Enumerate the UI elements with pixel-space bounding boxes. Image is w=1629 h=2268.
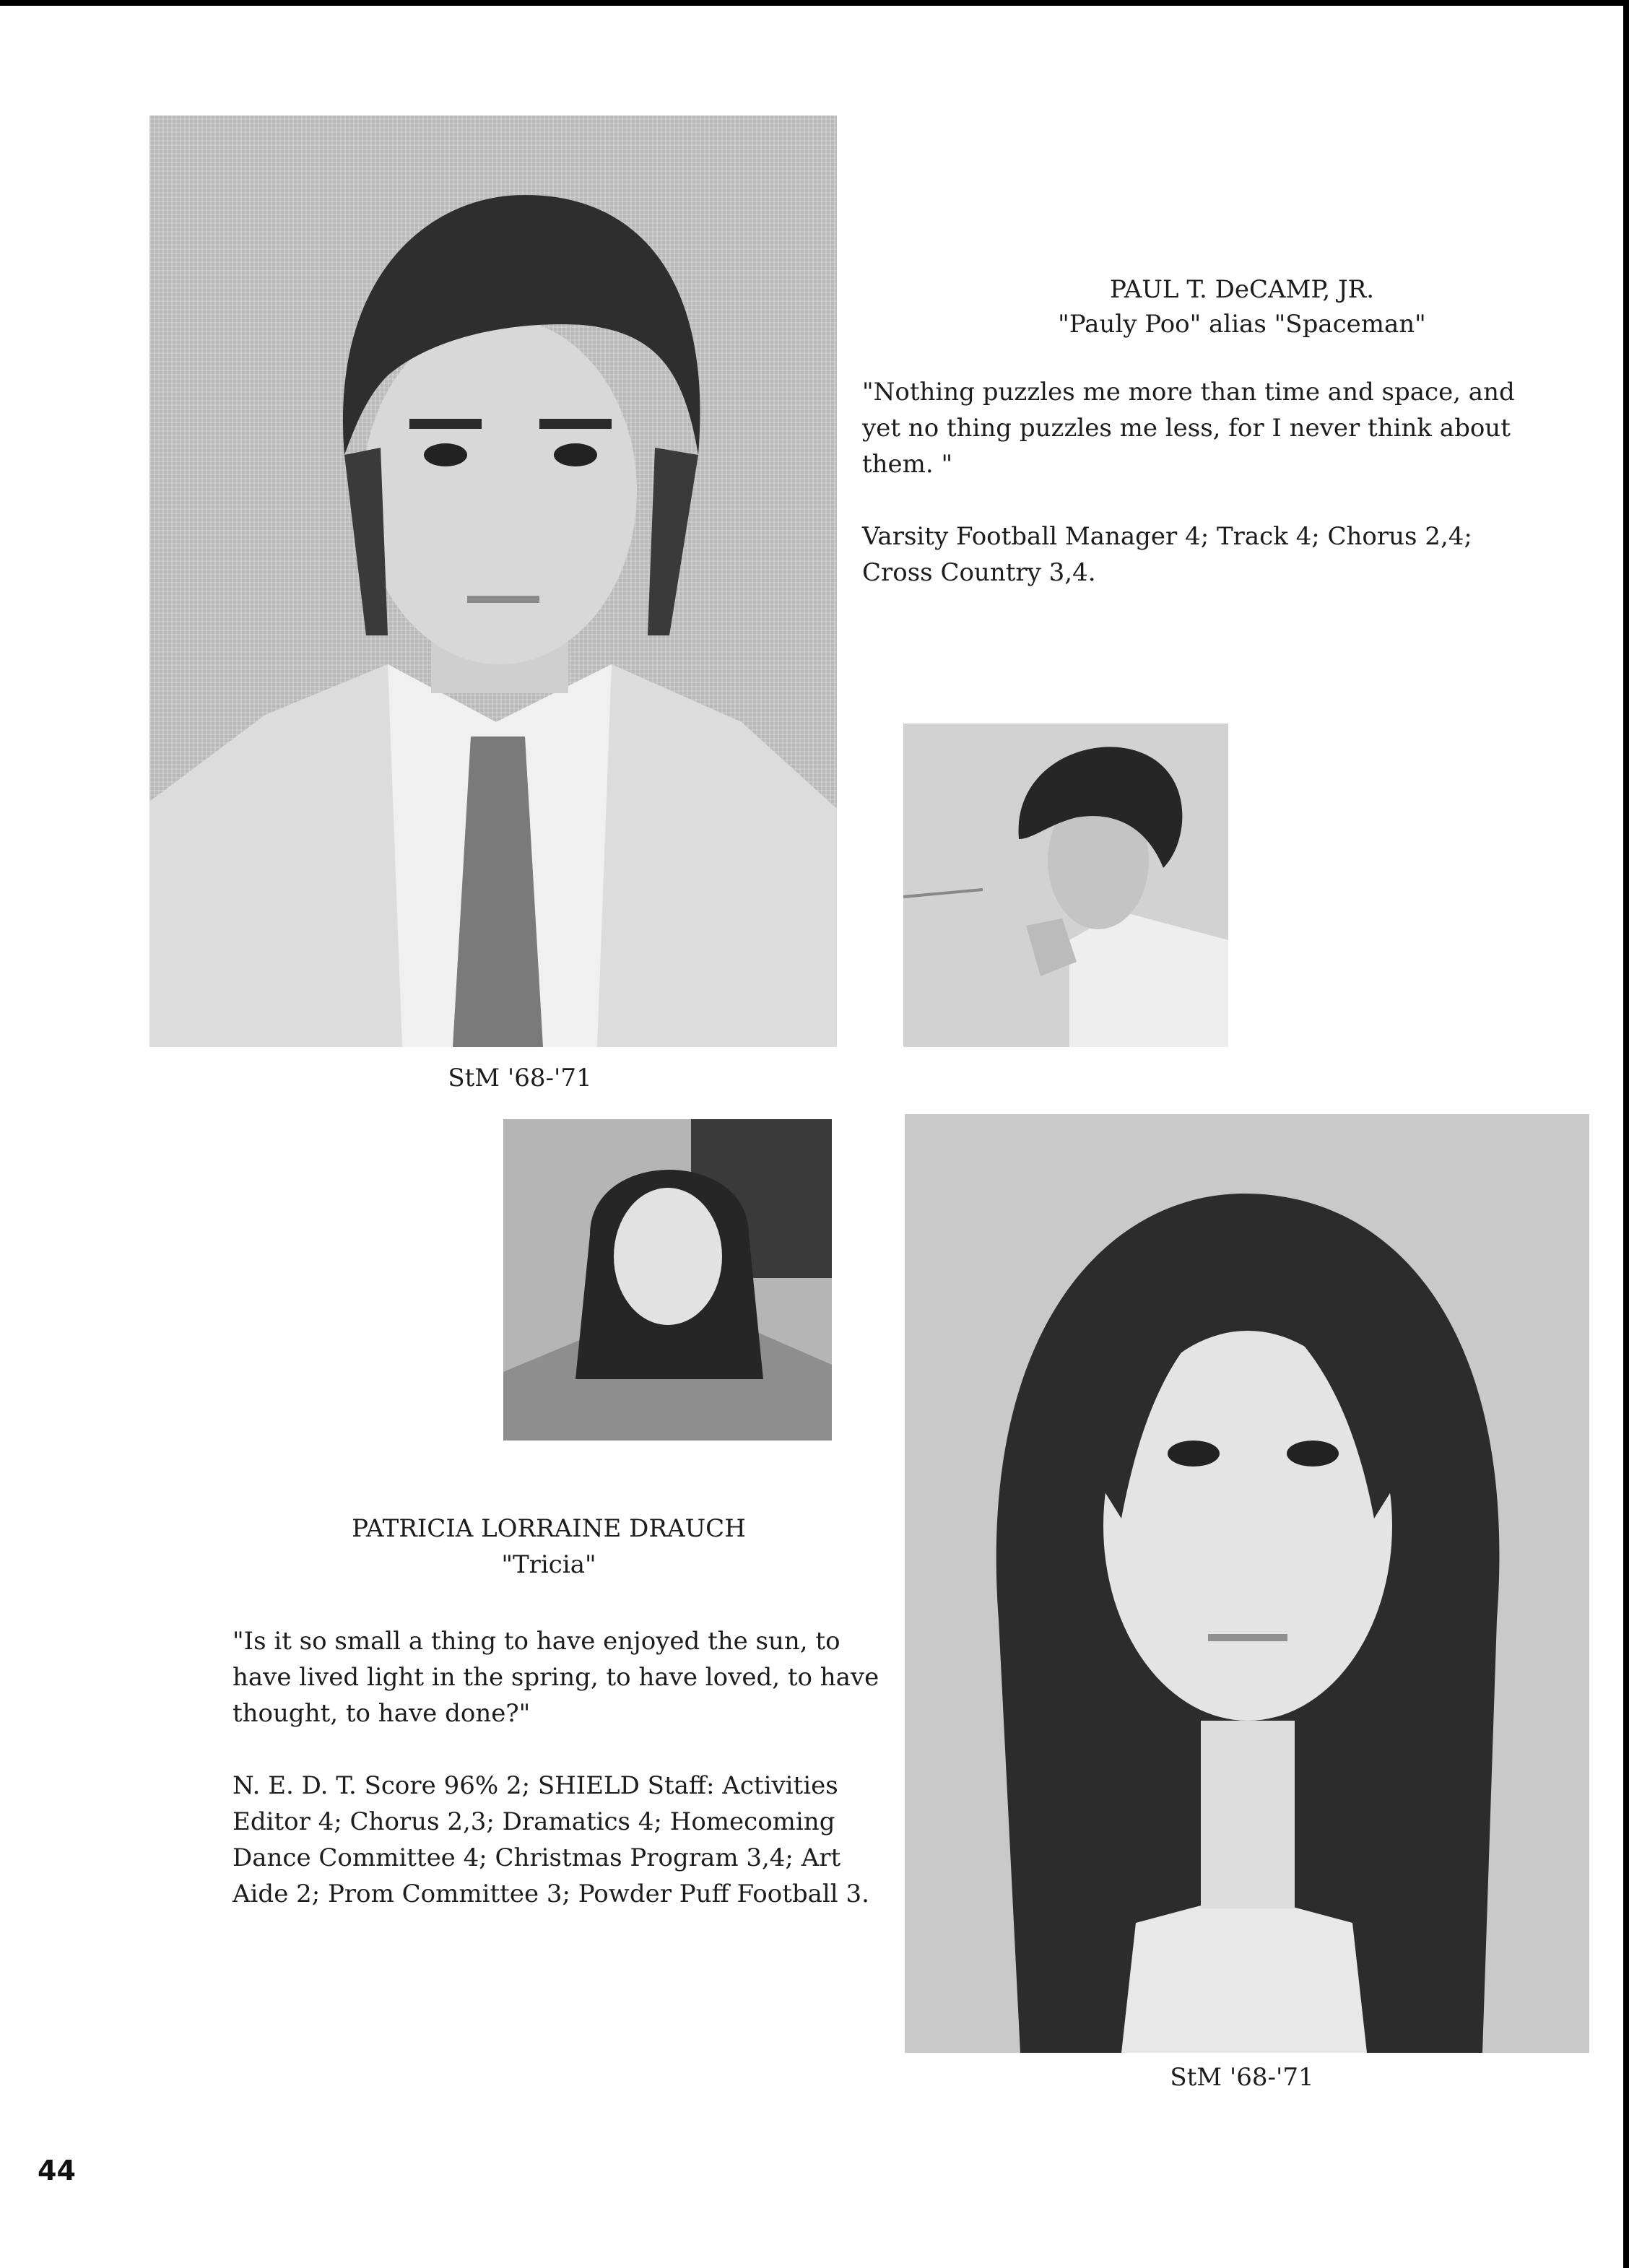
drauch-activities: N. E. D. T. Score 96% 2; SHIELD Staff: Activities Editor 4; Chorus 2,3; Dramatics 4; Homecoming Dance Committee 4; Christmas Program 3,4; Art Aide 2; Prom Committee 3; Powder Puff Football 3. bbox=[233, 1771, 869, 1908]
candid-silhouette bbox=[503, 1119, 832, 1441]
decamp-nickname: "Pauly Poo" alias "Spaceman" bbox=[1058, 310, 1426, 339]
drauch-nickname: "Tricia" bbox=[501, 1550, 596, 1579]
decamp-years: StM '68-'71 bbox=[448, 1064, 592, 1092]
drauch-portrait-photo bbox=[905, 1114, 1589, 2053]
decamp-activities: Varsity Football Manager 4; Track 4; Chorus 2,4; Cross Country 3,4. bbox=[862, 522, 1472, 587]
decamp-candid-photo bbox=[903, 724, 1228, 1047]
drauch-candid-photo bbox=[503, 1119, 832, 1441]
decamp-portrait-photo bbox=[149, 116, 837, 1047]
portrait-silhouette bbox=[149, 116, 837, 1047]
page-number: 44 bbox=[38, 2155, 76, 2186]
decamp-name: PAUL T. DeCAMP, JR. bbox=[1109, 275, 1375, 304]
drauch-years: StM '68-'71 bbox=[1170, 2063, 1314, 2092]
drauch-name: PATRICIA LORRAINE DRAUCH bbox=[352, 1514, 746, 1543]
page-border-right bbox=[1623, 0, 1629, 2268]
candid-silhouette bbox=[903, 724, 1228, 1047]
portrait-silhouette bbox=[905, 1114, 1589, 2053]
page-border-top bbox=[0, 0, 1629, 6]
decamp-quote: "Nothing puzzles me more than time and space, and yet no thing puzzles me less, for I never think about them. " bbox=[862, 378, 1515, 479]
drauch-quote: "Is it so small a thing to have enjoyed the sun, to have lived light in the spring, to have loved, to have thought, to have done?" bbox=[233, 1627, 879, 1728]
